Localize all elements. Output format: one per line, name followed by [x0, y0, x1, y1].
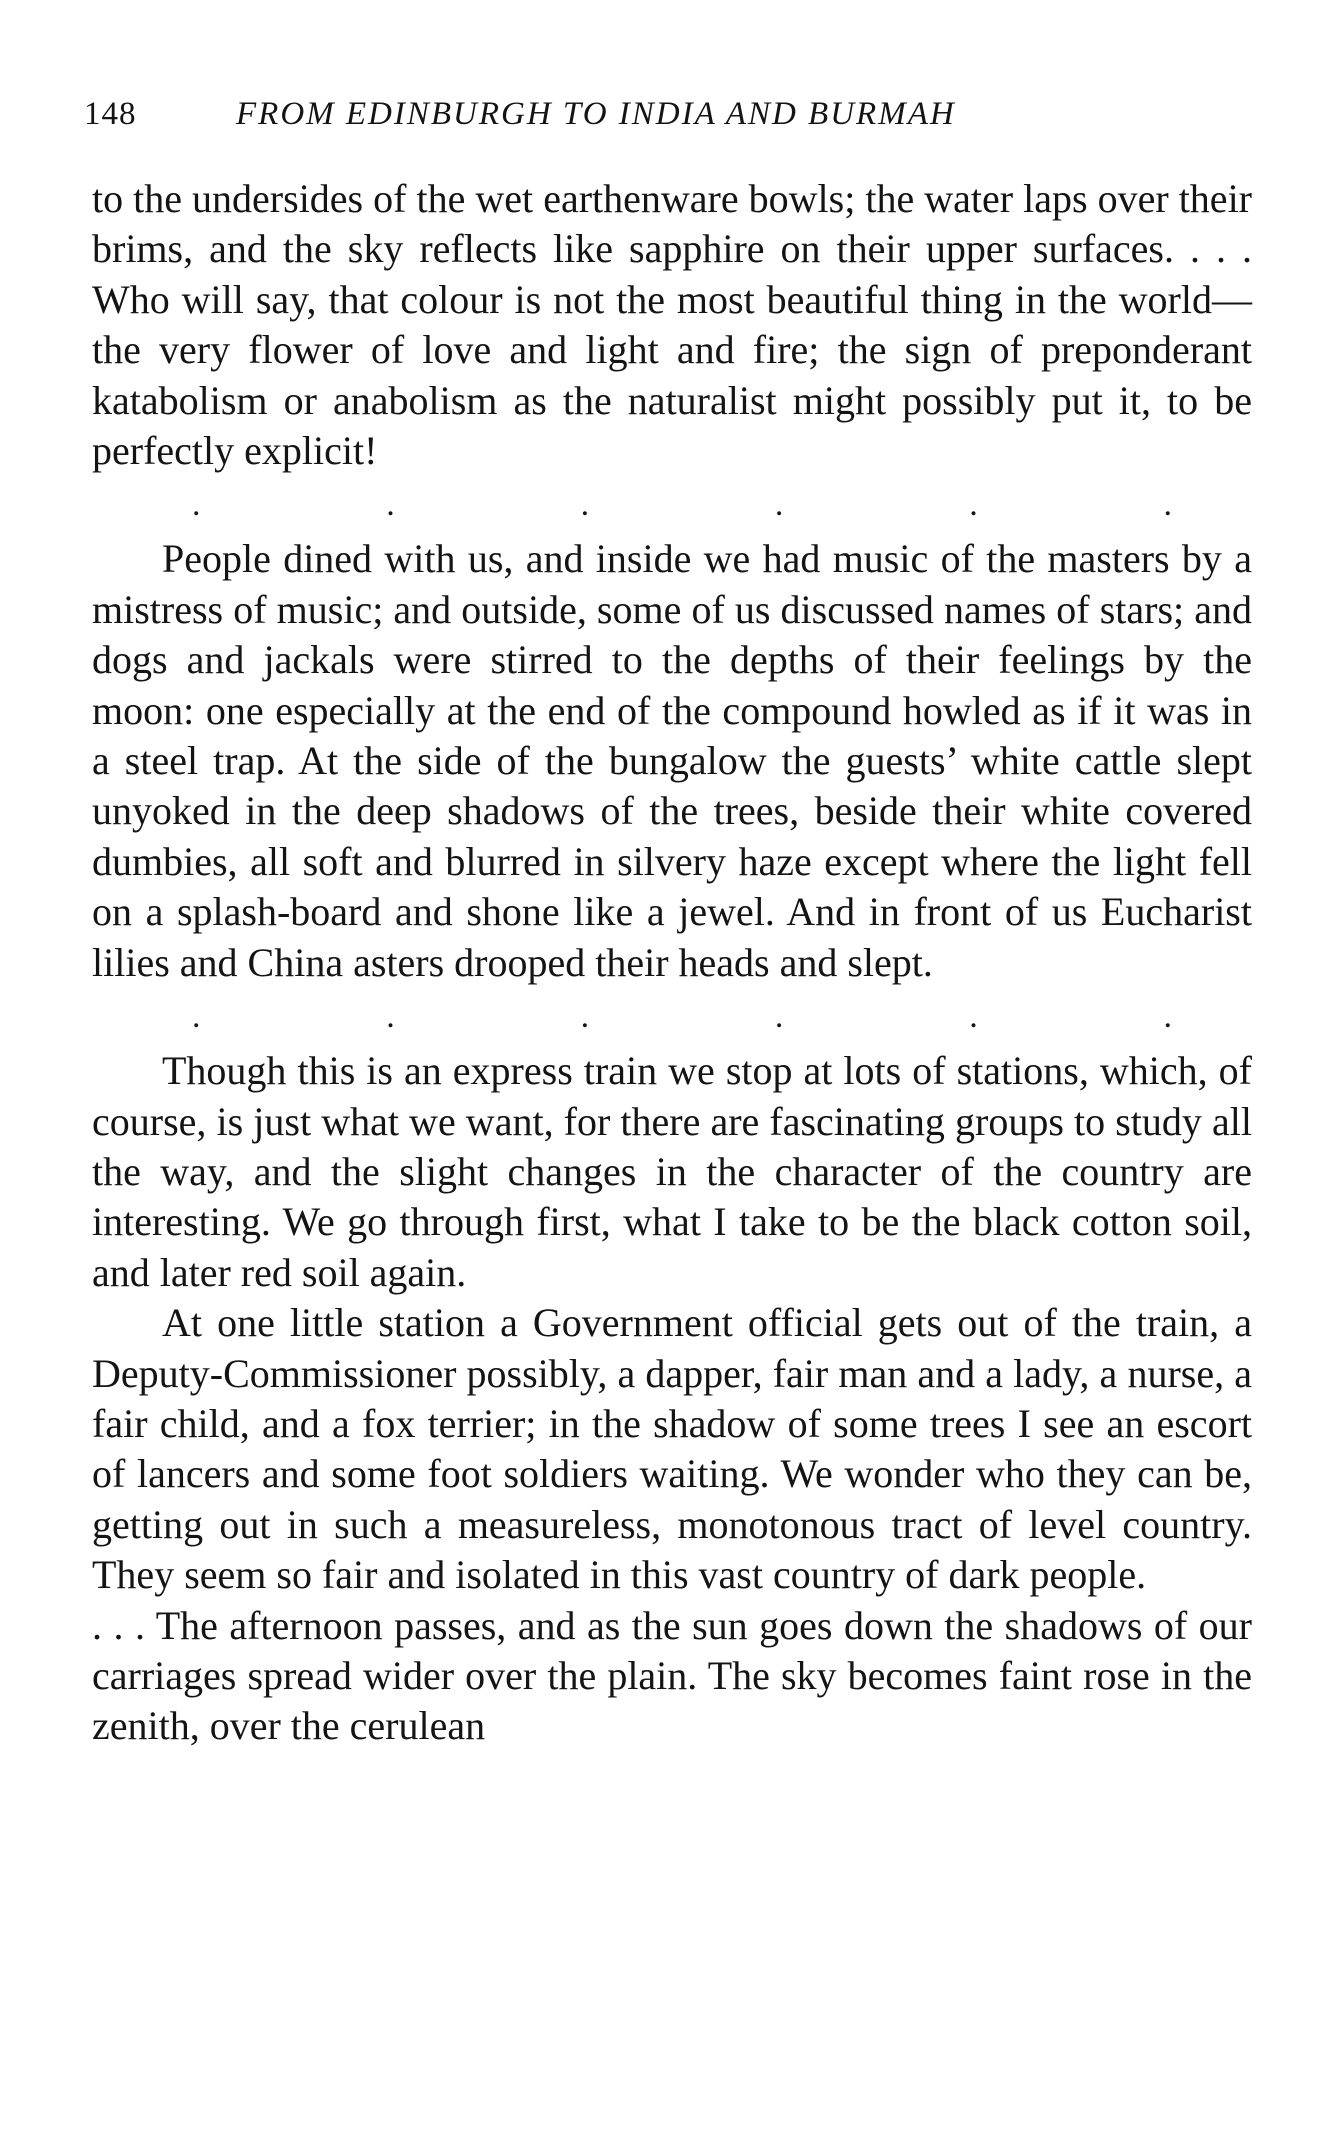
separator-dot: . [1163, 486, 1172, 524]
separator-dot: . [969, 997, 978, 1035]
separator-dot: . [774, 486, 784, 524]
separator-dot: . [192, 486, 201, 524]
section-separator [92, 988, 1252, 1046]
section-separator [92, 476, 1252, 534]
page-body [92, 174, 1252, 1752]
separator-dot: . [386, 486, 395, 524]
paragraph-dinner: People dined with us, and inside we had music of the masters by a mistress of music; and outside, some of us discussed names of stars; and dogs and jackals were stirred to the depths of their feelings by the moon: one especially at the end of the compound howled as if it was in a steel trap. At the side of the bungalow the guests’ white cattle slept unyoked in the deep shadows of the trees, beside their white covered dumbies, all soft and blurred in silvery haze except where the light fell on a splash-board and shone like a jewel. And in front of us Eucharist lilies and China asters drooped their heads and slept. [92, 536, 1252, 985]
separator-dot: . [192, 997, 201, 1035]
separator-dot: . [386, 997, 395, 1035]
page-number: 148 [84, 96, 137, 132]
separator-dot: . [1163, 997, 1172, 1035]
paragraph-colour: to the undersides of the wet earthenware bowls; the water laps over their brims, and the sky reflects like sapphire on their upper surfaces. . . . Who will say, that colour is not the most beautiful thing in the world—the very flower of love and light and fire; the sign of preponderant katabolism or anabolism as the naturalist might possibly put it, to be perfectly explicit! [92, 176, 1252, 474]
separator-dot: . [580, 997, 590, 1035]
separator-dot: . [774, 997, 784, 1035]
paragraph-express-train: Though this is an express train we stop at lots of stations, which, of course, is just what we want, for there are fascinating groups to study all the way, and the slight changes in the character of the country are interesting. We go through first, what I take to be the black cotton soil, and later red soil again. [92, 1048, 1252, 1295]
paragraph-afternoon: . . . The afternoon passes, and as the sun goes down the shadows of our carriages spread wider over the plain. The sky becomes faint rose in the zenith, over the cerulean [92, 1602, 1252, 1749]
running-title: FROM EDINBURGH TO INDIA AND BURMAH [236, 96, 956, 132]
paragraph-little-station: At one little station a Government official gets out of the train, a Deputy-Commissioner possibly, a dapper, fair man and a lady, a nurse, a fair child, and a fox terrier; in the shadow of some trees I see an escort of lancers and some foot soldiers waiting. We wonder who they can be, getting out in such a measureless, monotonous tract of level country. They seem so fair and isolated in this vast country of dark people. [92, 1300, 1252, 1598]
separator-dot: . [580, 486, 590, 524]
separator-dot: . [969, 486, 978, 524]
